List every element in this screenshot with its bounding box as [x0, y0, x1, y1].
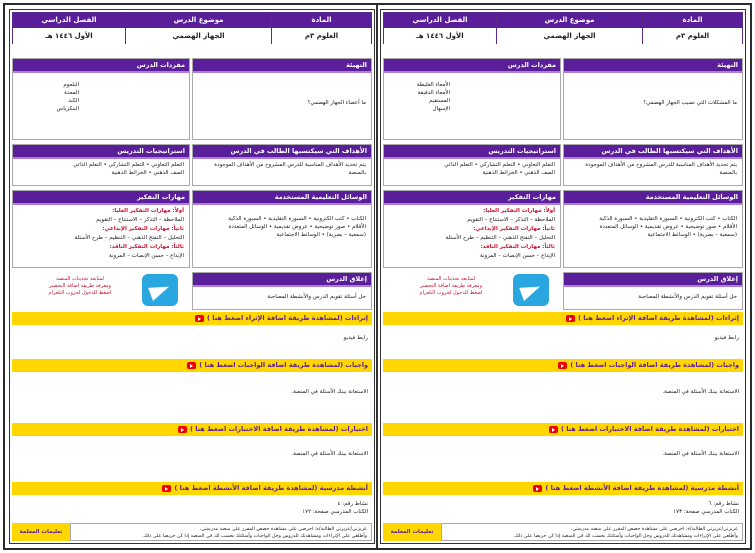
thinking-skills: الإبداع – حسن الإنصات – المرونة — [109, 253, 184, 259]
closing-box — [563, 272, 743, 310]
vocab-item: الأمعاء الغليظة — [416, 82, 450, 88]
strategies-line: التعلم التعاوني • التعلم التشاركي • التعلم الذاتي — [444, 162, 555, 168]
vocab-list — [384, 71, 560, 117]
goals-box — [563, 144, 743, 186]
goals-title: الأهداف التي سيكتسبها الطالب في الدرس — [564, 145, 742, 157]
homework-text: الاستعانة ببنك الأسئلة في المنصة. — [291, 389, 368, 395]
thinking-heading: ثانياً: مهارات التفكير الإبداعي: — [102, 226, 184, 232]
warmup-question: ما المشكلات التي تصيب الجهاز الهضمي؟ — [643, 100, 737, 106]
goals-title: الأهداف التي سيكتسبها الطالب في الدرس — [193, 145, 371, 157]
lesson-value: الجهاز الهضمي — [497, 28, 642, 44]
thinking-list — [13, 203, 189, 265]
thinking-box — [383, 190, 561, 268]
warmup-box — [563, 58, 743, 140]
instructions-label: تعليمات المعلمة — [12, 523, 70, 541]
thinking-heading: ثالثاً: مهارات التفكير الناقد: — [480, 244, 555, 250]
vocab-item: الكبد — [68, 98, 79, 104]
telegram-line: ومعرفة طريقة اضافة التحضير — [49, 283, 111, 289]
teacher-instructions — [383, 523, 743, 541]
subject-label: المادة — [272, 13, 371, 28]
homework-bar-label: واجبات (لمشاهدة طريقة اضافة الواجبات اضغط هنا ) — [199, 361, 368, 369]
enrich-text: رابط فيديو — [714, 335, 739, 341]
book-page: الكتاب المدرسي صفحة: ١٧٢ — [302, 509, 368, 515]
enrich-bar[interactable] — [12, 312, 372, 325]
homework-bar-label: واجبات (لمشاهدة طريقة اضافة الواجبات اضغط هنا ) — [570, 361, 739, 369]
aids-text — [564, 203, 742, 243]
activities-bar[interactable] — [383, 482, 743, 495]
thinking-skills: التحليل – التفتح الذهني – التنظيم – طرح الأسئلة — [74, 235, 184, 241]
activity-number: نشاط رقم: ٤ — [337, 501, 368, 507]
youtube-icon[interactable] — [549, 426, 558, 433]
enrich-bar-label: إثراءات (لمشاهدة طريقة اضافة الإثراء اضغط هنا ) — [207, 314, 368, 322]
vocab-item: الأمعاء الدقيقة — [417, 90, 450, 96]
aids-title: الوسائل التعليمية المستخدمة — [193, 191, 371, 203]
vocab-box — [12, 58, 190, 140]
activities-bar-label: أنشطة مدرسية (لمشاهدة طريقة اضافة الأنشطة اضغط هنا ) — [545, 484, 739, 492]
tests-text: الاستعانة ببنك الأسئلة في المنصة. — [662, 451, 739, 457]
lesson-value: الجهاز الهضمي — [126, 28, 271, 44]
lesson-page-left — [9, 9, 375, 544]
vocab-list — [13, 71, 189, 117]
thinking-skills: الإبداع – حسن الإنصات – المرونة — [480, 253, 555, 259]
telegram-line: اضغط للدخول لجروب التلغرام — [419, 290, 483, 296]
vocab-item: البلعوم — [63, 82, 79, 88]
teacher-instructions — [12, 523, 372, 541]
vocab-item: المعدة — [64, 90, 79, 96]
aids-line: الكتاب • كتب الكترونية • السبورة التقليدية • السبورة الذكية — [599, 216, 737, 222]
instructions-line: عزيزتي/عزيزتي الطالبة/ة: احرصي على مشاهدة حصص المقرر على منصة مدرستي. — [199, 527, 367, 532]
vocab-title: مفردات الدرس — [384, 59, 560, 71]
lesson-label: موضوع الدرس — [126, 13, 271, 28]
thinking-skills: الملاحظة – التذكر – الاستنتاج – التقويم — [96, 217, 184, 223]
tests-bar[interactable] — [12, 423, 372, 436]
thinking-skills: التحليل – التفتح الذهني – التنظيم – طرح الأسئلة — [445, 235, 555, 241]
thinking-title: مهارات التفكير — [384, 191, 560, 203]
vocab-item: البنكرياس — [56, 106, 79, 112]
thinking-list — [384, 203, 560, 265]
activities-bar[interactable] — [12, 482, 372, 495]
thinking-heading: ثالثاً: مهارات التفكير الناقد: — [109, 244, 184, 250]
lesson-header — [12, 12, 372, 44]
strategies-title: استراتيجيات التدريس — [384, 145, 560, 157]
lesson-page-right — [380, 9, 746, 544]
page-frame — [3, 3, 752, 550]
thinking-title: مهارات التفكير — [13, 191, 189, 203]
term-label: الفصل الدراسي — [384, 13, 496, 28]
aids-line: الأقلام • صور توضيحية • عروض تقديمية • الوسائل المتعددة — [599, 224, 737, 230]
strategies-text — [384, 157, 560, 181]
telegram-icon[interactable] — [513, 274, 549, 306]
page-divider — [376, 5, 378, 548]
tests-bar-label: اختبارات (لمشاهدة طريقة اضافة الاختبارات اضغط هنا ) — [560, 425, 739, 433]
subject-cell — [642, 13, 742, 43]
activities-bar-label: أنشطة مدرسية (لمشاهدة طريقة اضافة الأنشطة اضغط هنا ) — [174, 484, 368, 492]
aids-box — [192, 190, 372, 268]
vocab-item: الإسهال — [432, 106, 450, 112]
youtube-icon[interactable] — [558, 362, 567, 369]
aids-box — [563, 190, 743, 268]
lesson-label: موضوع الدرس — [497, 13, 642, 28]
subject-cell — [271, 13, 371, 43]
strategies-line: الصف الذهني • الخرائط الذهنية — [482, 170, 555, 176]
strategies-line: الصف الذهني • الخرائط الذهنية — [111, 170, 184, 176]
enrich-bar[interactable] — [383, 312, 743, 325]
activity-number: نشاط رقم: ٦ — [708, 501, 739, 507]
telegram-line: لمتابعة تحديثات المنصة — [56, 276, 104, 282]
telegram-icon[interactable] — [142, 274, 178, 306]
closing-box — [192, 272, 372, 310]
youtube-icon[interactable] — [162, 485, 171, 492]
homework-text: الاستعانة ببنك الأسئلة في المنصة. — [662, 389, 739, 395]
telegram-line: ومعرفة طريقة اضافة التحضير — [420, 283, 482, 289]
aids-line: (سمعية – بصرية) • الوسائط الاجتماعية — [276, 232, 366, 238]
warmup-title: التهيئة — [564, 59, 742, 71]
tests-text: الاستعانة ببنك الأسئلة في المنصة. — [291, 451, 368, 457]
closing-text: حل أسئلة تقويم الدرس والأنشطة المصاحبة — [267, 294, 366, 300]
strategies-text — [13, 157, 189, 181]
lesson-cell — [125, 13, 271, 43]
strategies-title: استراتيجيات التدريس — [13, 145, 189, 157]
aids-line: الأقلام • صور توضيحية • عروض تقديمية • الوسائل المتعددة — [228, 224, 366, 230]
instructions-line: وأطلعي على الإثراءات ومشاهدتك للدروس وحل الواجبات وأسئلتك بحسب لك في المنصة إذا كن حريصا على ذلك. — [513, 534, 738, 539]
instructions-line: وأطلعي على الإثراءات ومشاهدتك للدروس وحل الواجبات وأسئلتك بحسب لك في المنصة إذا كن حريصا على ذلك. — [142, 534, 367, 539]
goals-text: يتم تحديد الأهداف المناسبة للدرس المشروح من الأهداف الموجودة بالمنصة — [214, 162, 366, 176]
youtube-icon[interactable] — [187, 362, 196, 369]
telegram-line: اضغط للدخول لجروب التلغرام — [48, 290, 112, 296]
thinking-heading: ثانياً: مهارات التفكير الإبداعي: — [473, 226, 555, 232]
telegram-line: لمتابعة تحديثات المنصة — [427, 276, 475, 282]
closing-title: إغلاق الدرس — [193, 273, 371, 285]
subject-label: المادة — [643, 13, 742, 28]
tests-bar[interactable] — [383, 423, 743, 436]
thinking-heading: أولاً: مهارات التفكير العليا: — [112, 208, 184, 214]
youtube-icon[interactable] — [178, 426, 187, 433]
term-cell — [13, 13, 125, 43]
instructions-text — [441, 523, 743, 541]
vocab-box — [383, 58, 561, 140]
youtube-icon[interactable] — [533, 485, 542, 492]
telegram-text[interactable] — [20, 276, 140, 297]
vocab-item: المستقيم — [428, 98, 450, 104]
aids-line: (سمعية – بصرية) • الوسائط الاجتماعية — [647, 232, 737, 238]
vocab-title: مفردات الدرس — [13, 59, 189, 71]
youtube-icon[interactable] — [566, 315, 575, 322]
term-value: الأول ١٤٤٦ هـ — [384, 28, 496, 44]
warmup-title: التهيئة — [193, 59, 371, 71]
aids-title: الوسائل التعليمية المستخدمة — [564, 191, 742, 203]
youtube-icon[interactable] — [195, 315, 204, 322]
tests-bar-label: اختبارات (لمشاهدة طريقة اضافة الاختبارات اضغط هنا ) — [189, 425, 368, 433]
closing-text: حل أسئلة تقويم الدرس والأنشطة المصاحبة — [638, 294, 737, 300]
closing-title: إغلاق الدرس — [564, 273, 742, 285]
subject-value: العلوم ٣م — [272, 28, 371, 44]
goals-text: يتم تحديد الأهداف المناسبة للدرس المشروح من الأهداف الموجودة بالمنصة — [585, 162, 737, 176]
homework-bar[interactable] — [12, 359, 372, 372]
enrich-bar-label: إثراءات (لمشاهدة طريقة اضافة الإثراء اضغط هنا ) — [578, 314, 739, 322]
instructions-label: تعليمات المعلمة — [383, 523, 441, 541]
term-value: الأول ١٤٤٦ هـ — [13, 28, 125, 44]
subject-value: العلوم ٣م — [643, 28, 742, 44]
homework-bar[interactable] — [383, 359, 743, 372]
instructions-text — [70, 523, 372, 541]
strategies-line: التعلم التعاوني • التعلم التشاركي • التعلم الذاتي — [73, 162, 184, 168]
telegram-text[interactable] — [391, 276, 511, 297]
instructions-line: عزيزتي/عزيزتي الطالبة/ة: احرصي على مشاهدة حصص المقرر على منصة مدرستي. — [570, 527, 738, 532]
aids-line: الكتاب • كتب الكترونية • السبورة التقليدية • السبورة الذكية — [228, 216, 366, 222]
lesson-header — [383, 12, 743, 44]
thinking-heading: أولاً: مهارات التفكير العليا: — [483, 208, 555, 214]
strategies-box — [12, 144, 190, 186]
term-cell — [384, 13, 496, 43]
book-page: الكتاب المدرسي صفحة: ١٧٣ — [673, 509, 739, 515]
warmup-question: ما أعضاء الجهاز الهضمي؟ — [307, 100, 366, 106]
term-label: الفصل الدراسي — [13, 13, 125, 28]
thinking-skills: الملاحظة – التذكر – الاستنتاج – التقويم — [467, 217, 555, 223]
activities-text — [12, 500, 372, 516]
lesson-cell — [496, 13, 642, 43]
enrich-text: رابط فيديو — [343, 335, 368, 341]
thinking-box — [12, 190, 190, 268]
goals-box — [192, 144, 372, 186]
aids-text — [193, 203, 371, 243]
warmup-box — [192, 58, 372, 140]
strategies-box — [383, 144, 561, 186]
activities-text — [383, 500, 743, 516]
